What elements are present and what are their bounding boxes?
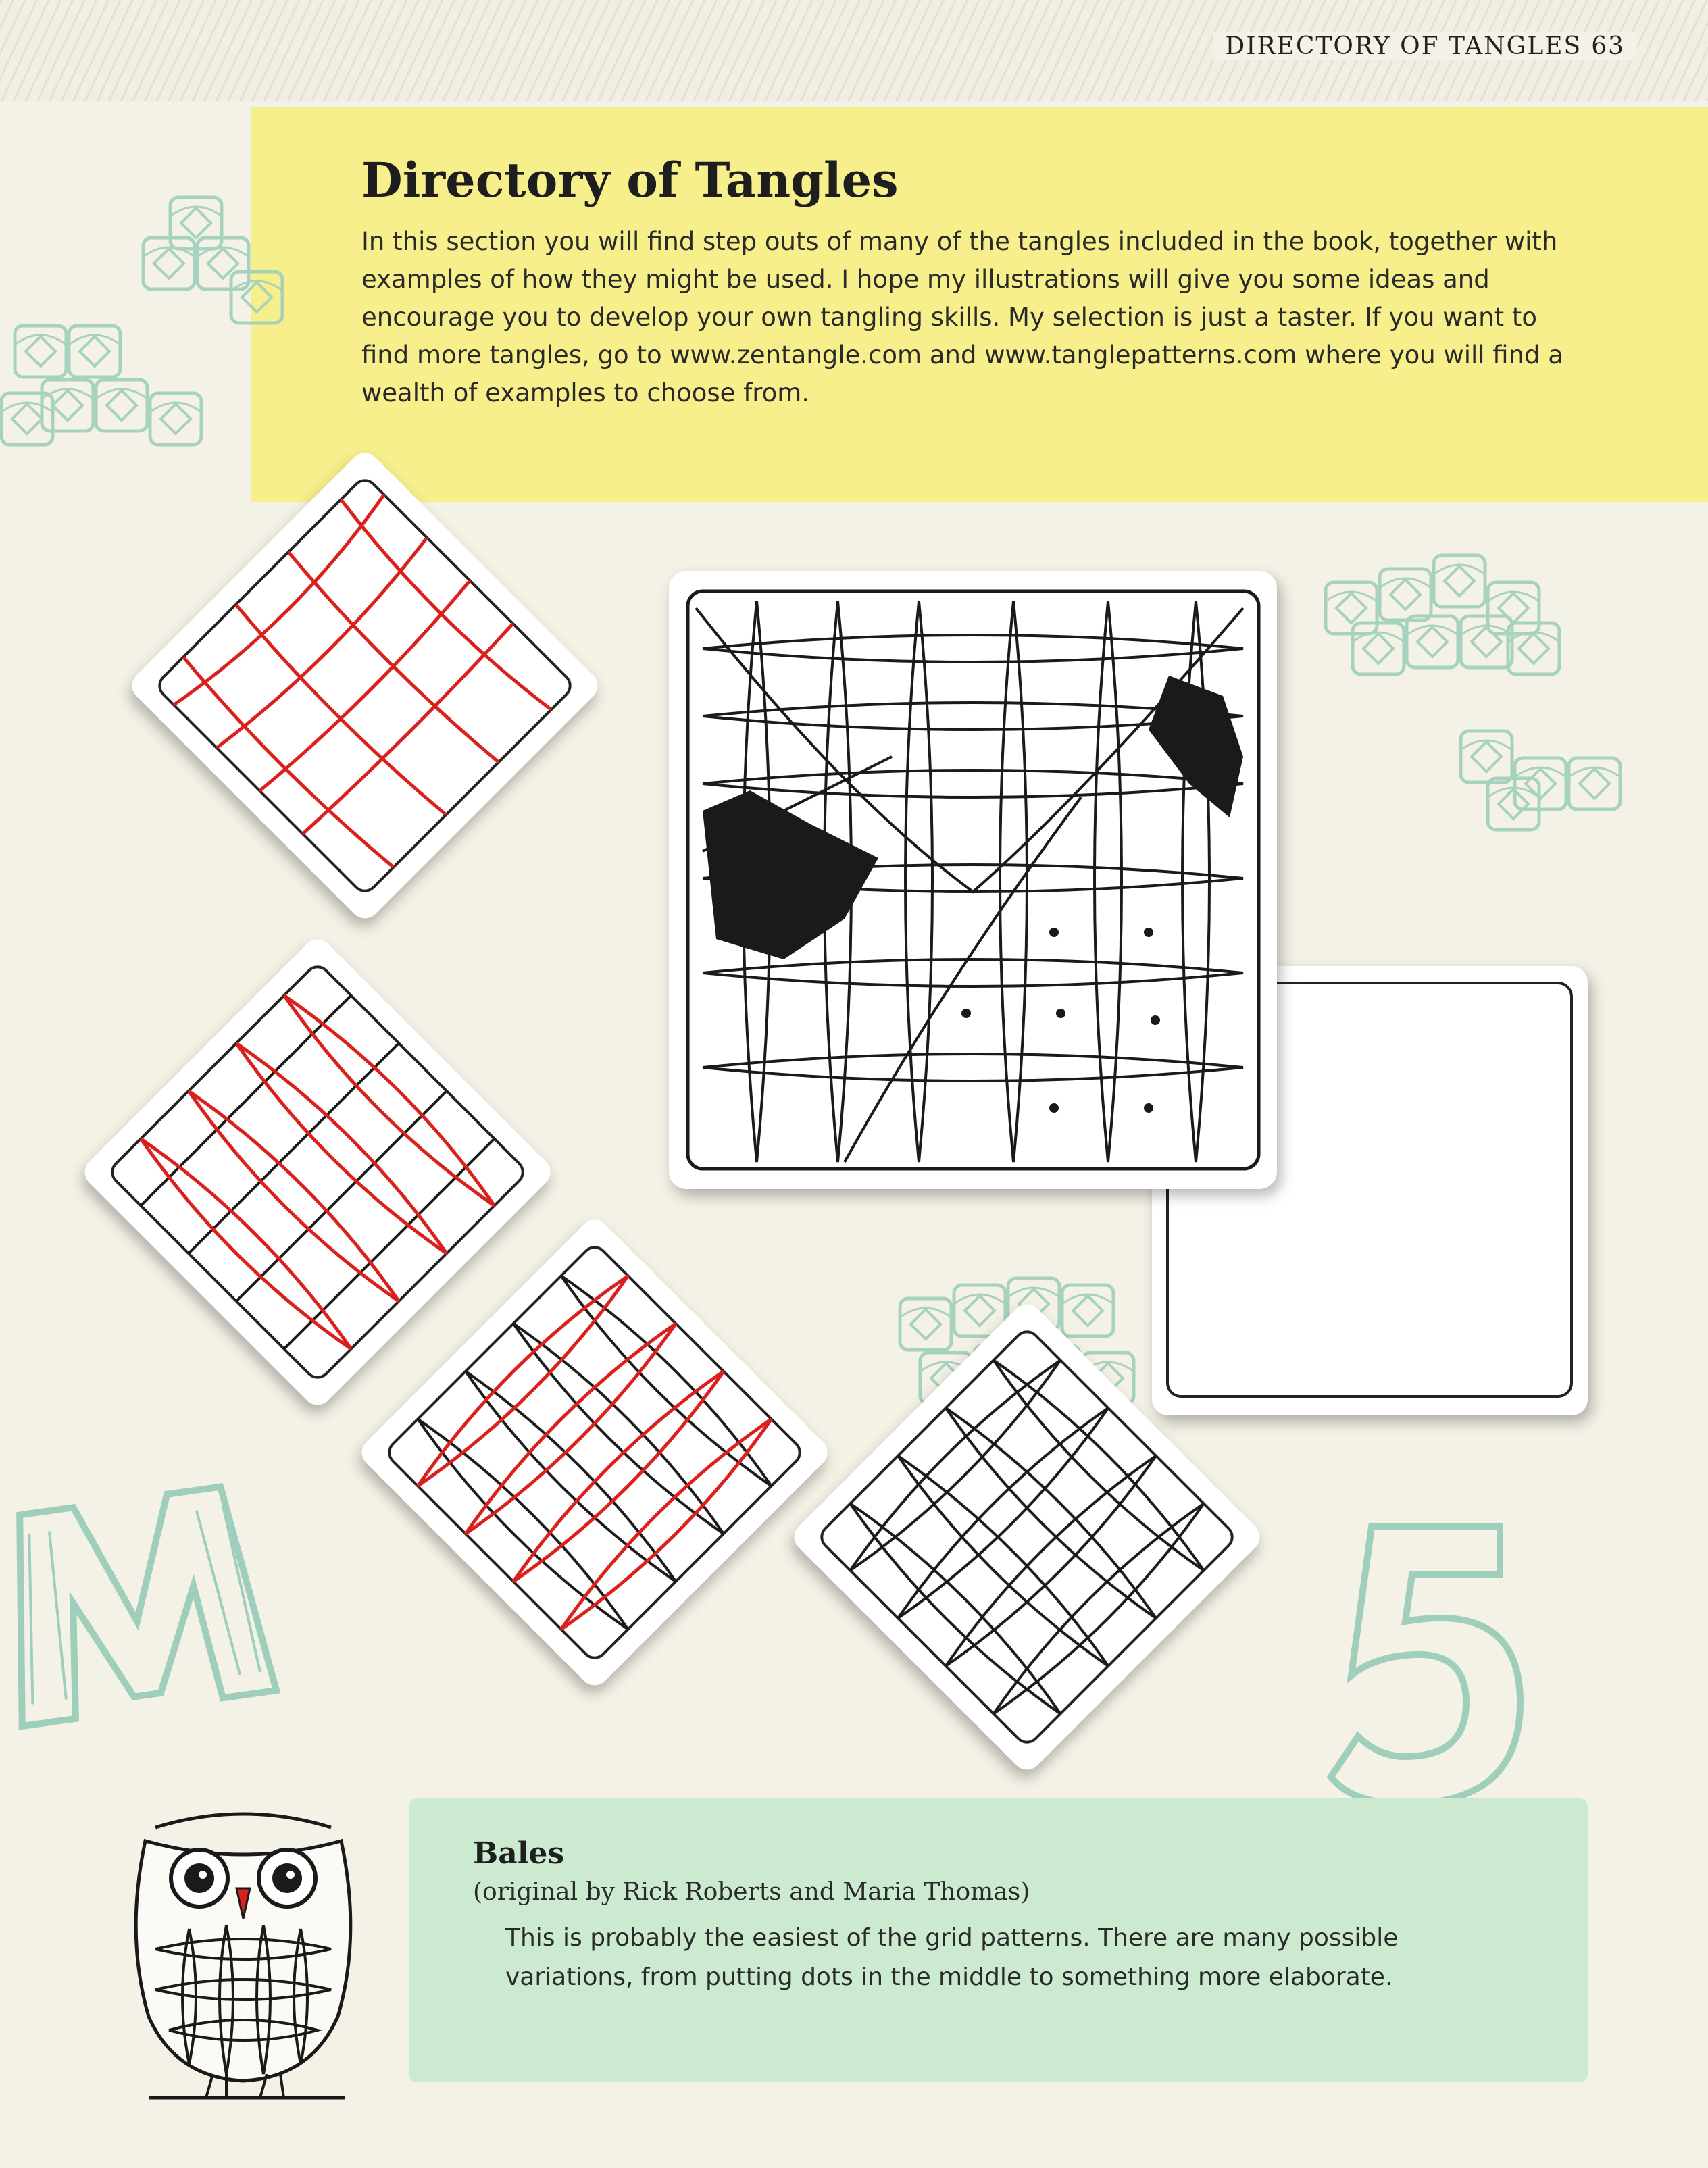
intro-paragraph: In this section you will find step outs of many of the tangles included in the book, together with examples of how they might be used. I hope my illustrations will give you some ideas and encourage you to develop your own tangling skills. My selection is just a taster. If you want to find more tangles, go to www.zentangle.com and www.tanglepatterns.com where you will find a wealth of examples to choose from.: [361, 227, 1563, 407]
tangle-name: Bales: [473, 1836, 565, 1871]
step-tile-1: [126, 447, 603, 924]
stamp-number-5: [1331, 1527, 1520, 1804]
stamp-cluster-right-top: [1326, 555, 1620, 830]
stamp-cluster-left: [1, 197, 282, 445]
page-number: 63: [1591, 32, 1625, 60]
example-tile: [669, 571, 1277, 1189]
stamp-letter-m: [0, 1483, 276, 1726]
running-head-text: DIRECTORY OF TANGLES: [1225, 32, 1582, 60]
owl-illustration: [136, 1814, 351, 2098]
tangle-description: This is probably the easiest of the grid patterns. There are many possible variations, from putting dots in the middle to something more elaborate.: [505, 1924, 1399, 1991]
tangle-credit: (original by Rick Roberts and Maria Thomas): [473, 1878, 1030, 1906]
page-title: Directory of Tangles: [361, 152, 899, 208]
